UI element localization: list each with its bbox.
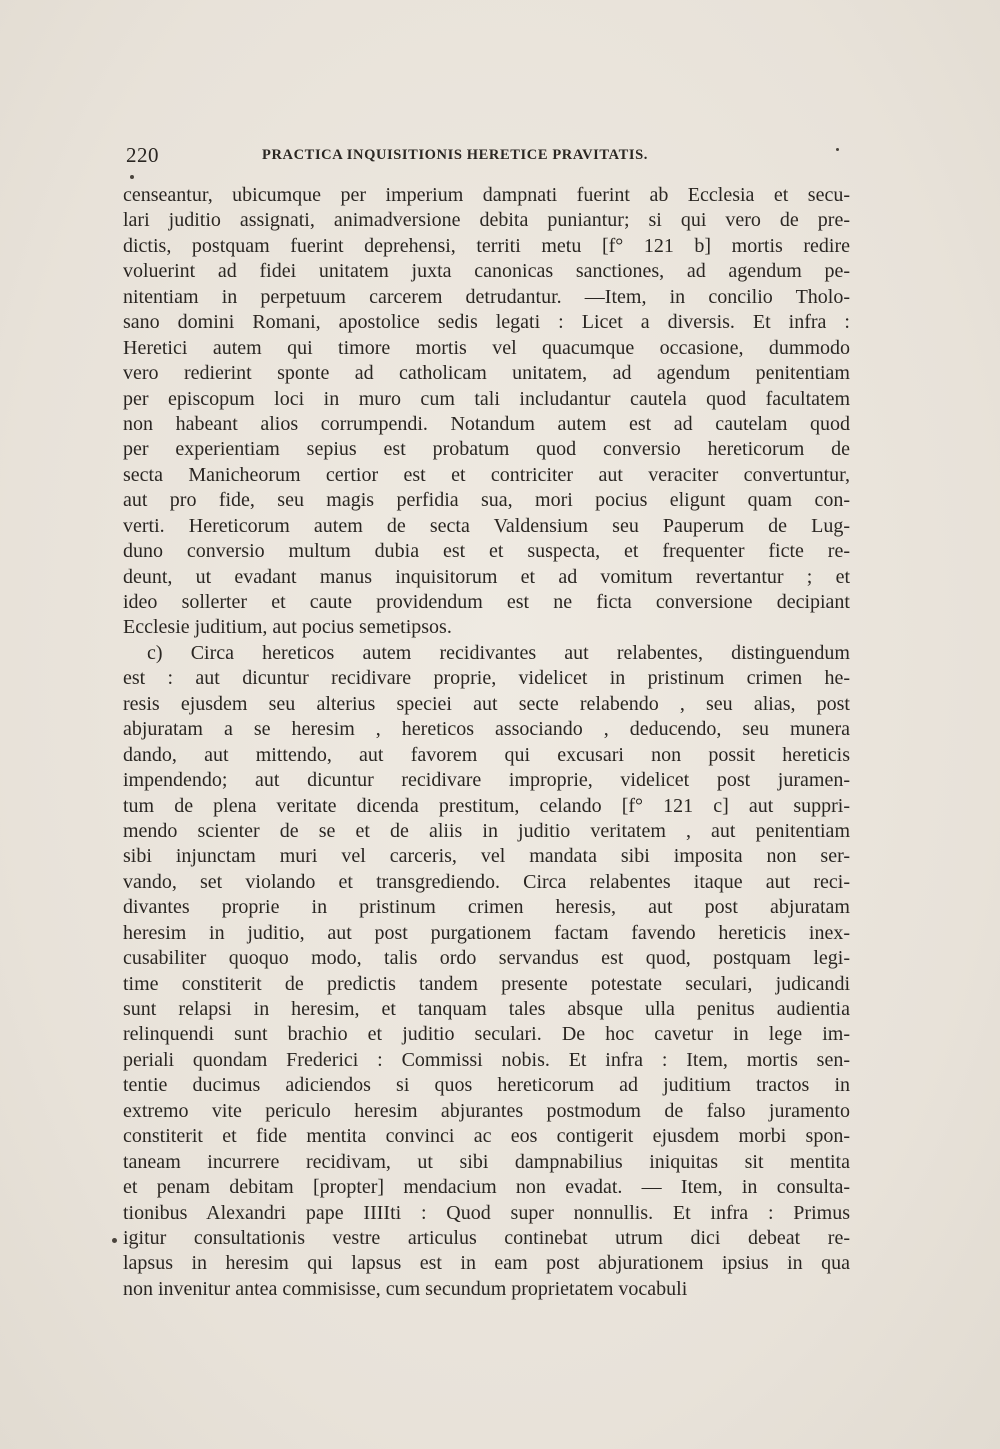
text-line: abjuratam a se heresim , hereticos associando , deducendo, seu munera [123, 718, 850, 741]
text-line: relinquendi sunt brachio et juditio seculari. De hoc cavetur in lege im- [123, 1023, 850, 1046]
text-line: dictis, postquam fuerint deprehensi, territi metu [f° 121 b] mortis redire [123, 234, 850, 257]
text-line: taneam incurrere recidivam, ut sibi dampnabilius iniquitas sit mentita [123, 1150, 850, 1173]
text-line: duno conversio multum dubia est et suspecta, et frequenter ficte re- [123, 540, 850, 563]
text-line: divantes proprie in pristinum crimen heresis, aut post abjuratam [123, 896, 850, 919]
text-line: secta Manicheorum certior est et contriciter aut veraciter convertuntur, [123, 463, 850, 486]
text-line: mendo scienter de se et de aliis in juditio veritatem , aut penitentiam [123, 819, 850, 842]
body-text [123, 183, 850, 1302]
text-line: resis ejusdem seu alterius speciei aut secte relabendo , seu alias, post [123, 692, 850, 715]
text-line: dando, aut mittendo, aut favorem qui excusari non possit hereticis [123, 743, 850, 766]
text-line: sano domini Romani, apostolice sedis legati : Licet a diversis. Et infra : [123, 311, 850, 334]
text-line: heresim in juditio, aut post purgationem factam favendo hereticis inex- [123, 921, 850, 944]
text-line: vando, set violando et transgrediendo. Circa relabentes itaque aut reci- [123, 870, 850, 893]
text-line: per experientiam sepius est probatum quod conversio hereticorum de [123, 438, 850, 461]
text-line: extremo vite periculo heresim abjurantes postmodum de falso juramento [123, 1099, 850, 1122]
text-line: Ecclesie juditium, aut pocius semetipsos. [123, 616, 452, 639]
text-line: tentie ducimus adiciendos si quos hereticorum ad juditium tractos in [123, 1074, 850, 1097]
page-header [126, 143, 852, 169]
text-line: tum de plena veritate dicenda prestitum, celando [f° 121 c] aut suppri- [123, 794, 850, 817]
text-line: lari juditio assignati, animadversione debita puniantur; si qui vero de pre- [123, 209, 850, 232]
text-line: censeantur, ubicumque per imperium dampnati fuerint ab Ecclesia et secu- [123, 184, 850, 206]
text-line: vero redierint sponte ad catholicam unitatem, ad agendum penitentiam [123, 362, 850, 385]
text-line: igitur consultationis vestre articulus continebat utrum dici debeat re- [123, 1226, 850, 1249]
text-line: et penam debitam [propter] mendacium non evadat. — Item, in consulta- [123, 1176, 850, 1199]
text-line: time constiterit de predictis tandem presente potestate seculari, judicandi [123, 972, 850, 995]
text-line: lapsus in heresim qui lapsus est in eam post abjurationem ipsius in qua [123, 1252, 850, 1275]
text-line: voluerint ad fidei unitatem juxta canonicas sanctiones, ad agendum pe- [123, 260, 850, 283]
text-line: verti. Hereticorum autem de secta Valdensium seu Pauperum de Lug- [123, 514, 850, 537]
text-line: ideo sollerter et caute providendum est ne ficta conversione decipiant [123, 591, 850, 613]
margin-speck [130, 175, 134, 179]
text-line: constiterit et fide mentita convinci ac eos contigerit ejusdem morbi spon- [123, 1125, 850, 1148]
text-line: sunt relapsi in heresim, et tanquam tales absque ulla penitus audientia [123, 998, 850, 1020]
text-line: non habeant alios corrumpendi. Notandum autem est ad cautelam quod [123, 412, 850, 435]
text-line: c) Circa hereticos autem recidivantes aut relabentes, distinguendum [147, 641, 850, 664]
text-line: impendendo; aut dicuntur recidivare improprie, videlicet post juramen- [123, 769, 850, 792]
text-line: tionibus Alexandri pape IIIIti : Quod super nonnullis. Et infra : Primus [123, 1201, 850, 1224]
text-line: aut pro fide, seu magis perfidia sua, mori pocius eligunt quam con- [123, 489, 850, 512]
margin-speck [112, 1238, 117, 1243]
text-line: est : aut dicuntur recidivare proprie, videlicet in pristinum crimen he- [123, 667, 850, 690]
text-line: deunt, ut evadant manus inquisitorum et ad vomitum revertantur ; et [123, 565, 850, 588]
text-line: per episcopum loci in muro cum tali includantur cautela quod facultatem [123, 387, 850, 410]
text-line: non invenitur antea commisisse, cum secundum proprietatem vocabuli [123, 1277, 688, 1300]
page-number: 220 [126, 143, 159, 167]
text-line: cusabiliter quoquo modo, talis ordo servandus est quod, postquam legi- [123, 947, 850, 970]
text-line: Heretici autem qui timore mortis vel quacumque occasione, dummodo [123, 336, 850, 359]
text-line: sibi injunctam muri vel carceris, vel mandata sibi imposita non ser- [123, 845, 850, 868]
running-title: PRACTICA INQUISITIONIS HERETICE PRAVITATIS. [262, 147, 648, 163]
text-line: periali quondam Frederici : Commissi nobis. Et infra : Item, mortis sen- [123, 1048, 850, 1071]
text-line: nitentiam in perpetuum carcerem detrudantur. —Item, in concilio Tholo- [123, 285, 850, 308]
